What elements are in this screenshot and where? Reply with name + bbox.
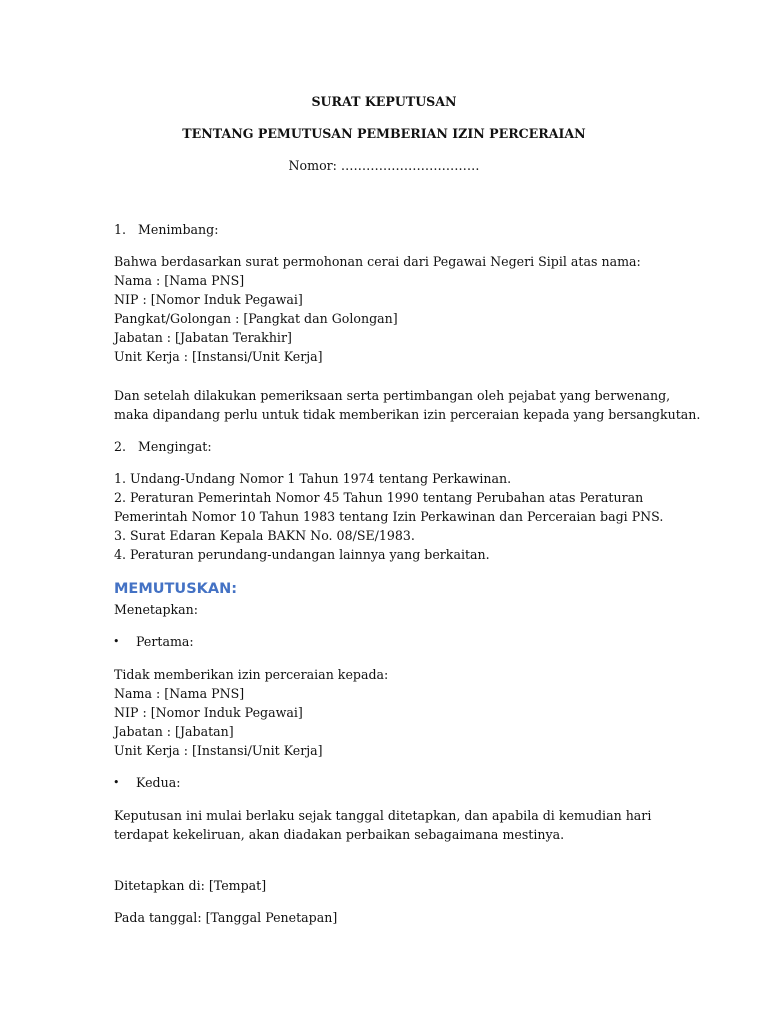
menimbang-line: Jabatan : [Jabatan Terakhir]	[114, 330, 292, 345]
document-title: SURAT KEPUTUSAN	[311, 94, 457, 109]
section-menimbang-heading: 1. Menimbang:	[114, 222, 219, 237]
bullet-icon: •	[113, 776, 120, 789]
pertama-line: Tidak memberikan izin perceraian kepada:	[114, 667, 389, 682]
ditetapkan-line: Ditetapkan di: [Tempat]	[114, 878, 267, 893]
tanggal-line: Pada tanggal: [Tanggal Penetapan]	[114, 910, 338, 925]
menimbang-line: Nama : [Nama PNS]	[114, 273, 245, 288]
document-number: Nomor: ……………………………	[288, 158, 480, 173]
pertama-line: Jabatan : [Jabatan]	[114, 724, 234, 739]
kedua-label: Kedua:	[136, 775, 181, 790]
bullet-icon: •	[113, 635, 120, 648]
menetapkan-label: Menetapkan:	[114, 602, 199, 617]
mengingat-line: Pemerintah Nomor 10 Tahun 1983 tentang Izin Perkawinan dan Perceraian bagi PNS.	[114, 509, 664, 524]
menimbang-line: Bahwa berdasarkan surat permohonan cerai dari Pegawai Negeri Sipil atas nama:	[114, 254, 641, 269]
pertama-line: NIP : [Nomor Induk Pegawai]	[114, 705, 303, 720]
pertama-line: Nama : [Nama PNS]	[114, 686, 245, 701]
kedua-line: terdapat kekeliruan, akan diadakan perbaikan sebagaimana mestinya.	[114, 827, 565, 842]
pertama-line: Unit Kerja : [Instansi/Unit Kerja]	[114, 743, 323, 758]
kedua-line: Keputusan ini mulai berlaku sejak tanggal ditetapkan, dan apabila di kemudian hari	[114, 808, 652, 823]
menimbang-paragraph-line: Dan setelah dilakukan pemeriksaan serta pertimbangan oleh pejabat yang berwenang,	[114, 388, 671, 403]
menimbang-line: NIP : [Nomor Induk Pegawai]	[114, 292, 303, 307]
mengingat-line: 4. Peraturan perundang-undangan lainnya yang berkaitan.	[114, 547, 490, 562]
menimbang-line: Pangkat/Golongan : [Pangkat dan Golongan]	[114, 311, 398, 326]
mengingat-line: 1. Undang-Undang Nomor 1 Tahun 1974 tentang Perkawinan.	[114, 471, 512, 486]
section-mengingat-heading: 2. Mengingat:	[114, 439, 212, 454]
mengingat-line: 2. Peraturan Pemerintah Nomor 45 Tahun 1990 tentang Perubahan atas Peraturan	[114, 490, 644, 505]
pertama-label: Pertama:	[136, 634, 194, 649]
document-subtitle: TENTANG PEMUTUSAN PEMBERIAN IZIN PERCERAIAN	[182, 126, 586, 141]
memutuskan-heading: MEMUTUSKAN:	[114, 581, 238, 597]
menimbang-line: Unit Kerja : [Instansi/Unit Kerja]	[114, 349, 323, 364]
mengingat-line: 3. Surat Edaran Kepala BAKN No. 08/SE/1983.	[114, 528, 415, 543]
menimbang-paragraph-line: maka dipandang perlu untuk tidak memberikan izin perceraian kepada yang bersangkutan.	[114, 407, 701, 422]
